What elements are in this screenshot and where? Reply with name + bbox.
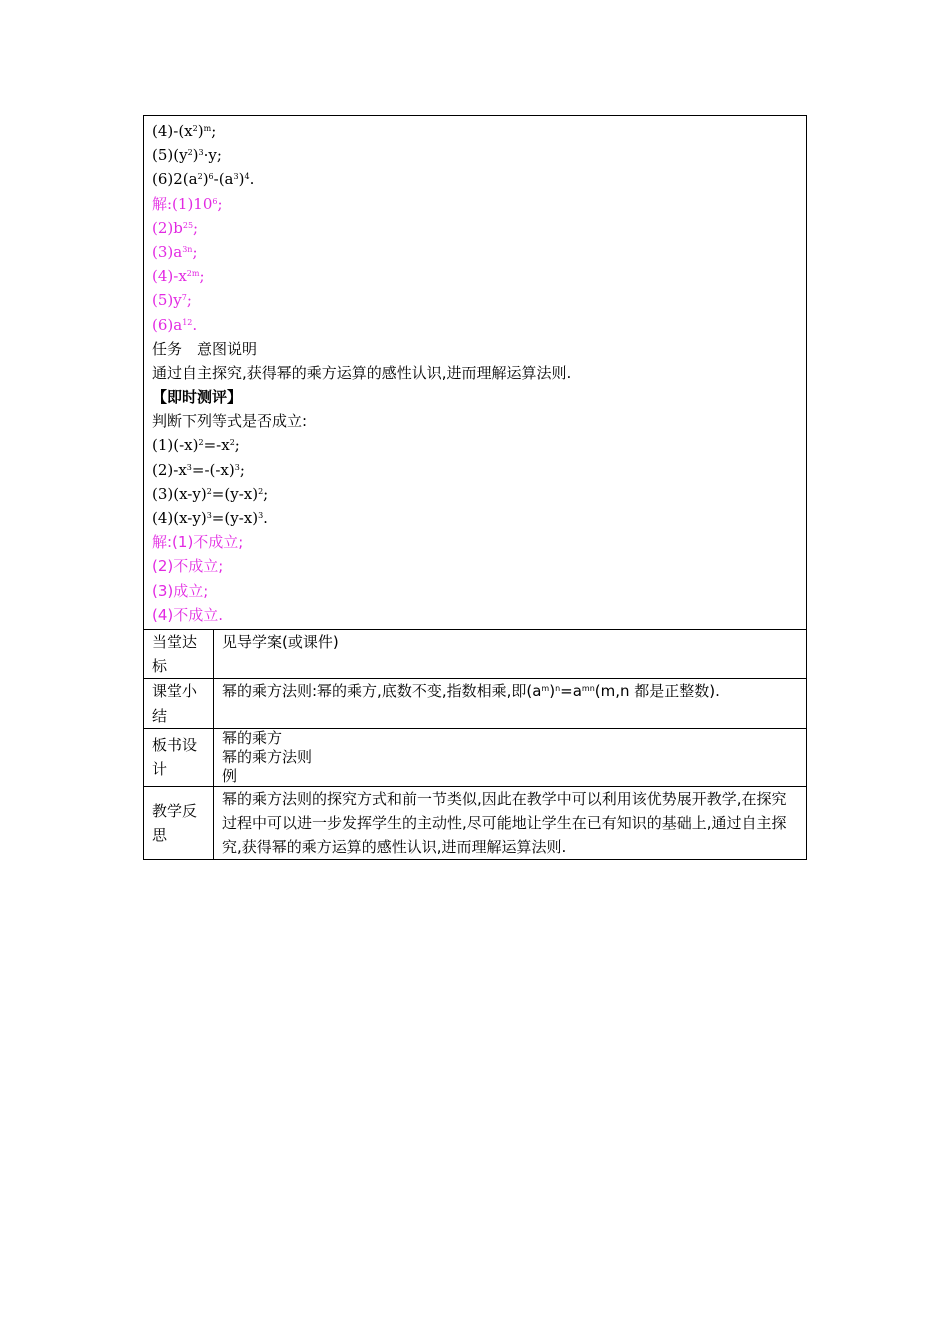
superscript: 3n [182,244,193,254]
math-text: . [263,509,268,527]
math-text: . [192,315,198,334]
math-text: =(y-x) [211,509,259,527]
math-text: ) [192,146,199,165]
summary-label: 课堂小结 [144,679,214,728]
quiz-line [152,506,798,530]
answer-line [152,288,798,312]
summary-sup-mn: mn [581,684,595,694]
math-text: ; [192,242,198,261]
math-text: (6)2(a [152,170,198,189]
superscript: 3 [234,462,240,472]
math-text: (1)(-x) [152,436,199,455]
superscript: 2 [197,172,203,182]
superscript: 2 [198,438,204,448]
summary-sup-m: m [541,684,550,694]
superscript: 2 [258,486,264,496]
math-text: ) [202,170,209,189]
math-text: (3)(x-y) [152,484,207,503]
math-text: =-(-x) [191,460,235,479]
math-text: ) [238,170,245,189]
math-text: ; [234,436,240,455]
summary-content [214,679,807,728]
quiz-prompt: 判断下列等式是否成立: [152,412,308,431]
exercise-line [152,143,798,167]
reflection-row [144,786,807,860]
math-text: (4)-x [152,267,187,286]
reflection-content: 幂的乘方法则的探究方式和前一节类似,因此在教学中可以利用该优势展开教学,在探究过程中可以进一步发挥学生的主动性,尽可能地让学生在已有知识的基础上,通过自主探究,获得幂的乘方运算的感性认识,进而理解运算法则. [214,786,807,860]
math-text: (6)a [152,315,183,334]
answer-line [152,216,798,240]
math-text: ) [197,122,204,140]
superscript: 6 [208,172,214,182]
lesson-plan-table [143,115,807,860]
practice-content: 见导学案(或课件) [214,629,807,678]
practice-label: 当堂达标 [144,629,214,678]
math-text: -(a [213,170,234,189]
math-text: (2)b [152,218,183,237]
superscript: 4 [244,172,250,182]
summary-eq: =a [560,682,582,701]
math-text: 解:(1)10 [152,194,213,213]
exercise-lines [152,119,798,192]
reflection-label: 教学反思 [144,786,214,860]
math-text: ; [211,122,217,140]
quiz-line [152,433,798,457]
superscript: 25 [182,220,194,230]
exercise-line [152,119,798,143]
math-text: . [249,170,255,189]
superscript: 2 [187,148,193,158]
superscript: 7 [181,293,187,303]
quiz-line [152,458,798,482]
superscript: 2 [229,438,235,448]
board-line: 幂的乘方 [222,728,283,747]
superscript: 3 [198,148,204,158]
quiz-answer-line: 解:(1)不成立; [152,533,244,552]
math-text: =(y-x) [211,484,259,503]
superscript: 3 [206,511,212,520]
practice-row [144,629,807,678]
math-text: ; [186,291,192,310]
quiz-answer-line: (4)不成立. [152,605,224,624]
exercise-line [152,167,798,191]
quiz-answer-line: (2)不成立; [152,557,224,576]
summary-text-after: (m,n 都是正整数). [594,682,720,701]
answer-line [152,264,798,288]
quiz-answers [152,530,798,627]
math-text: ; [193,218,199,237]
math-text: (2)-x [152,460,187,479]
exercise-cell [144,116,807,630]
summary-sup-n: n [555,684,561,694]
board-line: 幂的乘方法则 [222,747,313,766]
superscript: 6 [212,196,218,206]
superscript: 3 [258,511,264,520]
superscript: 2 [192,124,198,133]
summary-text-before: 幂的乘方法则:幂的乘方,底数不变,指数相乘,即(a [222,682,542,701]
math-text: ·y; [203,146,222,165]
superscript: 3 [233,172,239,182]
superscript: 3 [186,462,192,472]
task-intent: 通过自主探究,获得幂的乘方运算的感性认识,进而理解运算法则. [152,363,572,382]
board-line: 例 [222,766,238,785]
summary-row [144,679,807,728]
quiz-line [152,482,798,506]
board-content [214,728,807,786]
math-text: ; [239,460,245,479]
superscript: 2 [206,486,212,496]
answer-lines [152,192,798,337]
summary-mid: ) [549,682,556,701]
math-text: (5)(y [152,146,188,165]
answer-line [152,313,798,337]
quiz-lines [152,433,798,530]
answer-line [152,192,798,216]
math-text: (4)-(x [152,122,193,140]
superscript: 2m [186,269,200,279]
math-text: ; [199,267,205,286]
math-text: ; [263,484,269,503]
math-text: =-x [203,436,230,455]
task-heading: 任务 意图说明 [152,339,258,358]
content-row [144,116,807,630]
math-text: (4)(x-y) [152,509,207,527]
math-text: (3)a [152,242,183,261]
quiz-heading: 【即时测评】 [152,388,243,407]
math-text: (5)y [152,291,182,310]
superscript: 12 [182,317,193,327]
board-row [144,728,807,786]
math-text: ; [217,194,223,213]
board-label: 板书设计 [144,728,214,786]
answer-line [152,240,798,264]
superscript: m [203,124,212,133]
quiz-answer-line: (3)成立; [152,581,209,600]
